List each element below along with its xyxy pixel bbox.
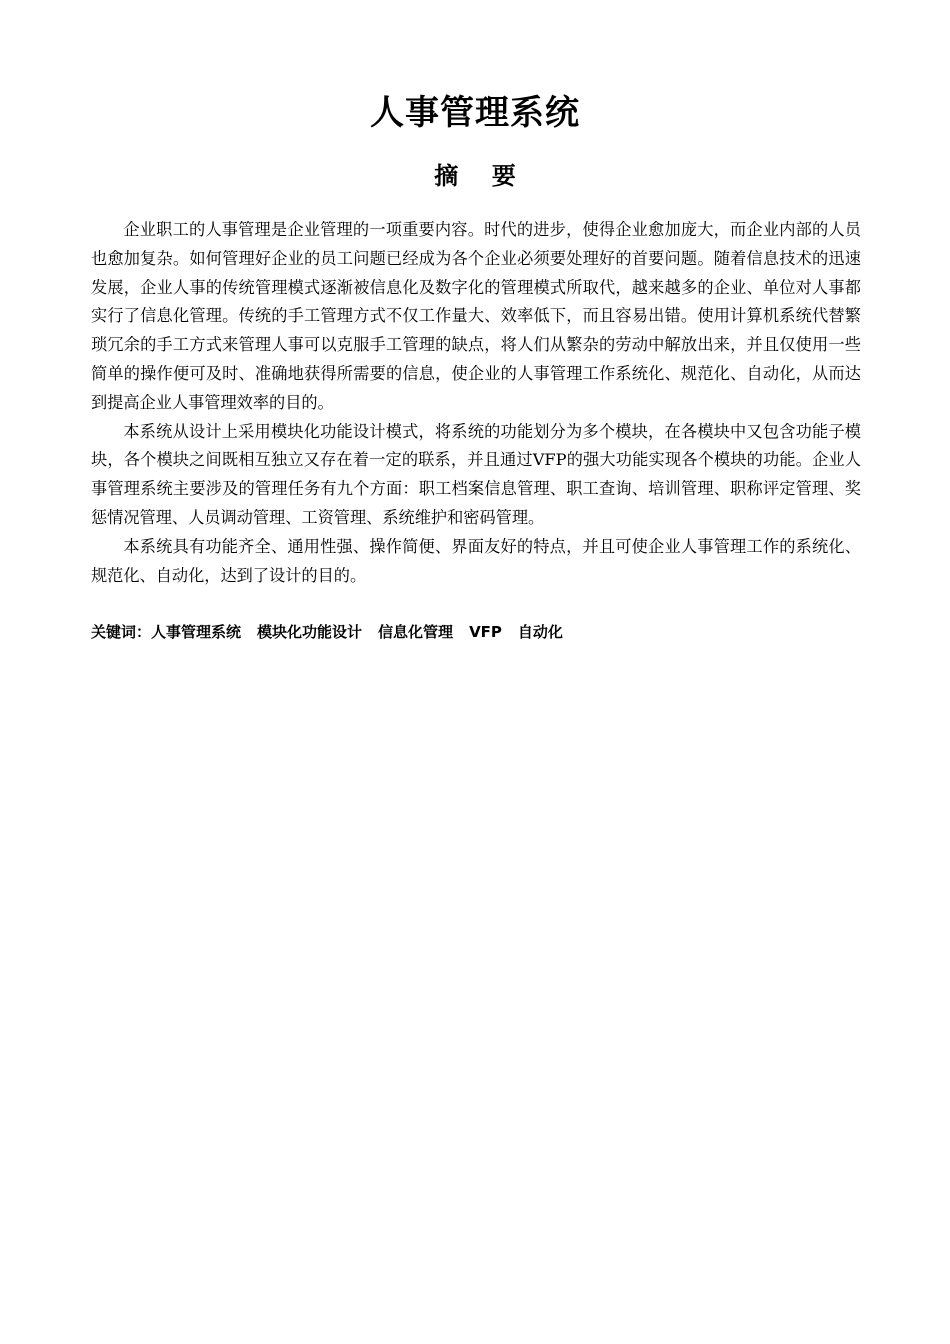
keyword: 人事管理系统 — [151, 623, 242, 641]
keywords-line — [91, 618, 861, 646]
keyword: 信息化管理 — [378, 623, 454, 641]
abstract-heading: 摘 要 — [434, 162, 516, 190]
document-title: 人事管理系统 — [370, 93, 580, 133]
keyword: VFP — [469, 623, 502, 641]
abstract-paragraph: 企业职工的人事管理是企业管理的一项重要内容。时代的进步，使得企业愈加庞大，而企业内部的人员也愈加复杂。如何管理好企业的员工问题已经成为各个企业必须要处理好的首要问题。随着信息技术的迅速发展，企业人事的传统管理模式逐渐被信息化及数字化的管理模式所取代，越来越多的企业、单位对人事都实行了信息化管理。传统的手工管理方式不仅工作量大、效率低下，而且容易出错。使用计算机系统代替繁琐冗余的手工方式来管理人事可以克服手工管理的缺点，将人们从繁杂的劳动中解放出来，并且仅使用一些简单的操作便可及时、准确地获得所需要的信息，使企业的人事管理工作系统化、规范化、自动化，从而达到提高企业人事管理效率的目的。 — [91, 220, 861, 412]
keyword: 模块化功能设计 — [257, 623, 363, 641]
abstract-paragraph: 本系统从设计上采用模块化功能设计模式，将系统的功能划分为多个模块，在各模块中又包含功能子模块，各个模块之间既相互独立又存在着一定的联系，并且通过VFP的强大功能实现各个模块的功能。企业人事管理系统主要涉及的管理任务有九个方面：职工档案信息管理、职工查询、培训管理、职称评定管理、奖惩情况管理、人员调动管理、工资管理、系统维护和密码管理。 — [91, 421, 861, 527]
keywords-label: 关键词： — [91, 623, 152, 641]
keyword: 自动化 — [517, 623, 563, 641]
abstract-body — [91, 216, 861, 590]
abstract-paragraph: 本系统具有功能齐全、通用性强、操作简便、界面友好的特点，并且可使企业人事管理工作的系统化、规范化、自动化，达到了设计的目的。 — [91, 536, 861, 585]
